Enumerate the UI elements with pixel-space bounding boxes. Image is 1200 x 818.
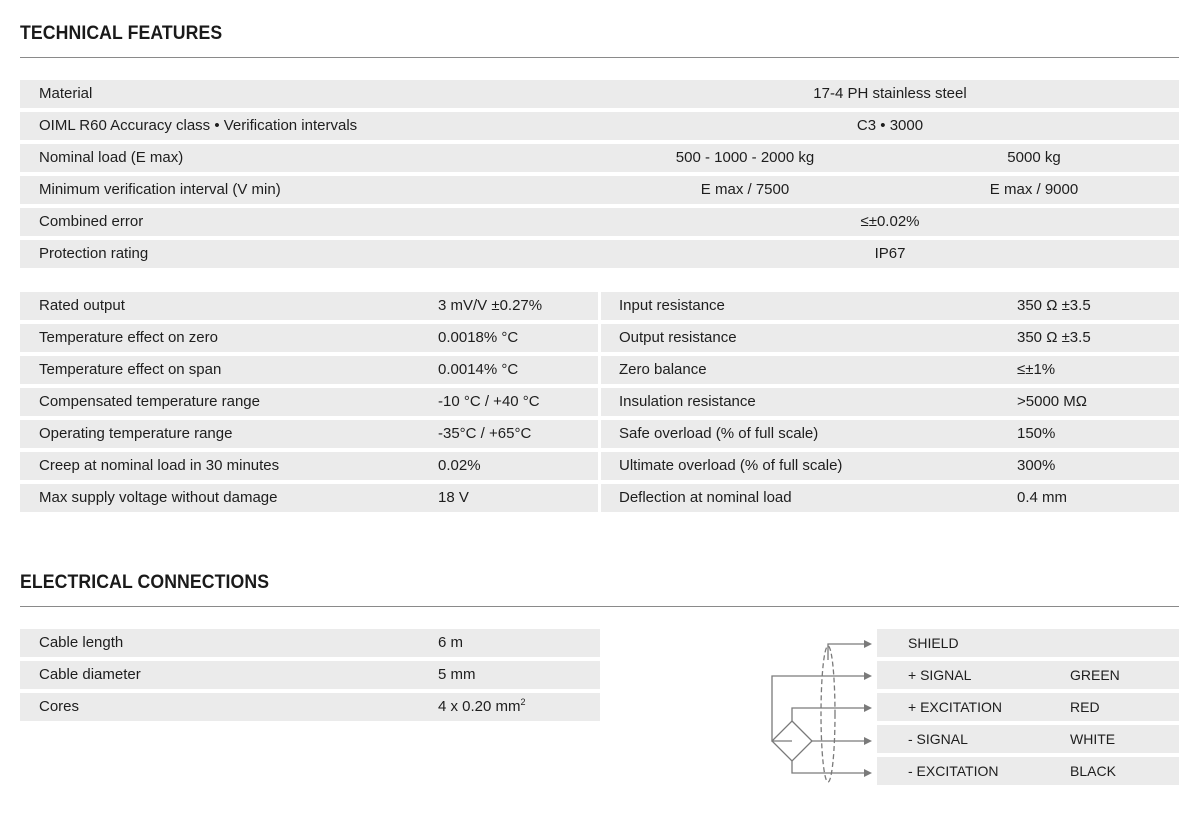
spec-label: Output resistance [619, 329, 737, 346]
spec-value: ≤±0.02% [860, 213, 920, 230]
spec-label: Zero balance [619, 361, 707, 378]
spec-label: Cable length [39, 634, 124, 651]
spec-row-min-verification-interval [20, 176, 1179, 204]
spec-label: Nominal load (E max) [39, 149, 184, 166]
shield-arrow-icon [864, 640, 872, 648]
wire-row-plus-excitation [877, 693, 1179, 721]
spec-value: 0.0014% °C [438, 361, 519, 378]
plus-excitation-wire [792, 708, 864, 721]
spec-label: Temperature effect on zero [39, 329, 218, 346]
spec-value: 5 mm [438, 666, 476, 683]
spec-value: 6 m [438, 634, 464, 651]
spec-row-max-supply-voltage [20, 484, 598, 512]
plus-signal-arrow-icon [864, 672, 872, 680]
electrical-connections-title: ELECTRICAL CONNECTIONS [20, 572, 270, 593]
cable-row-length [20, 629, 600, 657]
spec-row-combined-error [20, 208, 1179, 236]
wire-color: BLACK [1070, 763, 1116, 779]
wire-color: WHITE [1070, 731, 1116, 747]
wheatstone-bridge-diagram [760, 628, 872, 788]
spec-value: >5000 MΩ [1017, 393, 1088, 410]
spec-value: -35°C / +65°C [438, 425, 532, 442]
spec-label: Input resistance [619, 297, 725, 314]
spec-value: C3 • 3000 [856, 117, 924, 134]
spec-row-material [20, 80, 1179, 108]
spec-value: 150% [1017, 425, 1056, 442]
wire-signal: SHIELD [908, 635, 959, 651]
spec-row-insulation-resistance [601, 388, 1179, 416]
spec-row-temp-effect-zero [20, 324, 598, 352]
cores-superscript: 2 [520, 697, 526, 707]
spec-row-zero-balance [601, 356, 1179, 384]
spec-label: Ultimate overload (% of full scale) [619, 457, 843, 474]
spec-row-ultimate-overload [601, 452, 1179, 480]
wire-signal: - EXCITATION [908, 763, 999, 779]
minus-excitation-wire [792, 761, 864, 773]
wire-signal: - SIGNAL [908, 731, 968, 747]
spec-label: Cores [39, 698, 80, 715]
spec-row-deflection [601, 484, 1179, 512]
wire-row-minus-signal [877, 725, 1179, 753]
spec-label: Combined error [39, 213, 144, 230]
cable-row-cores [20, 693, 600, 721]
spec-value: 3 mV/V ±0.27% [438, 297, 543, 314]
spec-label: Cable diameter [39, 666, 141, 683]
minus-signal-arrow-icon [864, 737, 872, 745]
wire-row-shield [877, 629, 1179, 657]
spec-value: IP67 [874, 245, 906, 262]
spec-label: Deflection at nominal load [619, 489, 792, 506]
spec-value: 350 Ω ±3.5 [1017, 329, 1091, 346]
wire-row-plus-signal [877, 661, 1179, 689]
spec-label: Temperature effect on span [39, 361, 222, 378]
spec-row-output-resistance [601, 324, 1179, 352]
spec-label: OIML R60 Accuracy class • Verification intervals [39, 117, 358, 134]
minus-excitation-arrow-icon [864, 769, 872, 777]
spec-label: Creep at nominal load in 30 minutes [39, 457, 280, 474]
spec-value-a: E max / 7500 [700, 181, 790, 198]
spec-row-safe-overload [601, 420, 1179, 448]
spec-label: Rated output [39, 297, 125, 314]
spec-label: Max supply voltage without damage [39, 489, 278, 506]
spec-value-a: 500 - 1000 - 2000 kg [675, 149, 815, 166]
spec-label: Material [39, 85, 93, 102]
spec-label: Protection rating [39, 245, 149, 262]
spec-value: -10 °C / +40 °C [438, 393, 540, 410]
spec-value-b: 5000 kg [1007, 149, 1061, 166]
technical-features-rule [20, 57, 1179, 58]
plus-excitation-arrow-icon [864, 704, 872, 712]
spec-value [438, 693, 526, 721]
spec-label: Minimum verification interval (V min) [39, 181, 281, 198]
spec-row-compensated-temp-range [20, 388, 598, 416]
spec-row-nominal-load [20, 144, 1179, 172]
spec-value: 18 V [438, 489, 469, 506]
cable-row-diameter [20, 661, 600, 689]
spec-row-operating-temp-range [20, 420, 598, 448]
shield-wire [828, 644, 864, 660]
technical-features-title: TECHNICAL FEATURES [20, 23, 223, 44]
wire-color: GREEN [1070, 667, 1120, 683]
spec-value: 17-4 PH stainless steel [813, 85, 967, 102]
spec-value-b: E max / 9000 [989, 181, 1079, 198]
spec-row-creep [20, 452, 598, 480]
spec-row-rated-output [20, 292, 598, 320]
spec-row-input-resistance [601, 292, 1179, 320]
spec-value: 0.02% [438, 457, 481, 474]
wire-signal: + SIGNAL [908, 667, 972, 683]
wire-row-minus-excitation [877, 757, 1179, 785]
wire-color: RED [1070, 699, 1100, 715]
shield-ellipse [821, 646, 835, 782]
spec-row-accuracy-class [20, 112, 1179, 140]
spec-value: 0.0018% °C [438, 329, 519, 346]
spec-value: 0.4 mm [1017, 489, 1068, 506]
electrical-connections-rule [20, 606, 1179, 607]
wire-signal: + EXCITATION [908, 699, 1002, 715]
spec-label: Insulation resistance [619, 393, 756, 410]
spec-value: 300% [1017, 457, 1056, 474]
spec-value: ≤±1% [1017, 361, 1056, 378]
spec-row-protection-rating [20, 240, 1179, 268]
spec-label: Safe overload (% of full scale) [619, 425, 819, 442]
spec-row-temp-effect-span [20, 356, 598, 384]
spec-label: Compensated temperature range [39, 393, 260, 410]
spec-label: Operating temperature range [39, 425, 233, 442]
cores-value-text: 4 x 0.20 mm [438, 698, 521, 715]
spec-value: 350 Ω ±3.5 [1017, 297, 1091, 314]
